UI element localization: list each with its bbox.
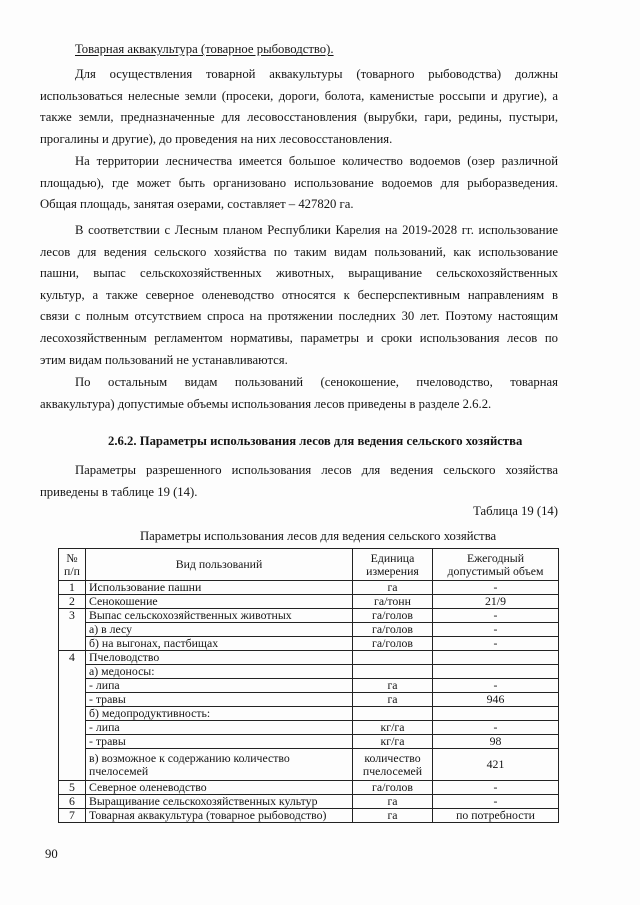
cell-unit: [353, 749, 433, 781]
table-row: [59, 609, 559, 623]
cell-volume: по потребности: [433, 809, 559, 823]
cell-usage-type: Выпас сельскохозяйственных животных: [86, 609, 353, 623]
table-header-row: [59, 549, 559, 581]
table-row: [59, 749, 559, 781]
cell-volume: 946: [433, 693, 559, 707]
paragraph-line: также земли, предназначенные для лесовосстановления (вырубки, гари, редины, пустыри,: [40, 110, 558, 125]
cell-volume: [433, 707, 559, 721]
paragraph-line: Параметры разрешенного использования лесов для ведения сельского хозяйства: [75, 463, 558, 477]
table-intro-paragraph: [40, 460, 558, 503]
cell-number: 2: [59, 595, 86, 609]
table-row: [59, 595, 559, 609]
cell-unit: га: [353, 679, 433, 693]
cell-volume: 21/9: [433, 595, 559, 609]
paragraph-line: Для осуществления товарной аквакультуры (товарного рыбоводства) должны: [75, 67, 558, 81]
table-row: [59, 781, 559, 795]
cell-volume: -: [433, 581, 559, 595]
table-label: Таблица 19 (14): [473, 504, 558, 518]
paragraph-line: пашни, выпас сельскохозяйственных животных, выращивание сельскохозяйственных: [40, 266, 558, 281]
paragraph-line: этим видам пользований не устанавливаются.: [40, 352, 288, 367]
usage-parameters-table: [58, 548, 559, 823]
cell-usage-type: Товарная аквакультура (товарное рыбоводство): [86, 809, 353, 823]
paragraph-line: Общая площадь, занятая озерами, составляет – 427820 га.: [40, 197, 354, 212]
table-row: [59, 795, 559, 809]
cell-volume: -: [433, 637, 559, 651]
paragraph-4: [40, 372, 558, 415]
cell-number: 3: [59, 609, 86, 651]
cell-usage-type: а) медоносы:: [86, 665, 353, 679]
cell-unit: га: [353, 693, 433, 707]
paragraph-1: [40, 64, 558, 150]
paragraph-line: В соответствии с Лесным планом Республики Карелия на 2019-2028 гг. использование: [75, 223, 558, 237]
cell-volume: -: [433, 679, 559, 693]
cell-volume: [433, 651, 559, 665]
table-row: [59, 735, 559, 749]
cell-volume: 421: [433, 749, 559, 781]
cell-unit: [353, 707, 433, 721]
paragraph-line: лесохозяйственным регламентом нормативы, параметры и сроки использования лесов по: [40, 330, 558, 345]
table-row: [59, 693, 559, 707]
header-usage-type: Вид пользований: [86, 549, 353, 581]
cell-unit: га/голов: [353, 781, 433, 795]
cell-volume: -: [433, 609, 559, 623]
cell-usage-type: - травы: [86, 735, 353, 749]
cell-unit: кг/га: [353, 735, 433, 749]
paragraph-2: [40, 151, 558, 216]
table-row: [59, 665, 559, 679]
cell-usage-type: Сенокошение: [86, 595, 353, 609]
cell-number: 5: [59, 781, 86, 795]
cell-usage-type: [86, 749, 353, 781]
paragraph-line: площадью), где может быть организовано использование водоемов для рыборазведения.: [40, 175, 558, 190]
subsection-title: Товарная аквакультура (товарное рыбоводство).: [75, 42, 334, 56]
cell-unit: га: [353, 795, 433, 809]
cell-volume: -: [433, 721, 559, 735]
header-number: [59, 549, 86, 581]
cell-unit: кг/га: [353, 721, 433, 735]
paragraph-line: прогалины и другие), до проведения на них лесовосстановления.: [40, 131, 393, 146]
header-volume-line: допустимый объем: [447, 563, 544, 578]
cell-usage-type: б) на выгонах, пастбищах: [86, 637, 353, 651]
table-row: [59, 679, 559, 693]
cell-usage-type: Выращивание сельскохозяйственных культур: [86, 795, 353, 809]
cell-number: 4: [59, 651, 86, 781]
paragraph-line: аквакультура) допустимые объемы использования лесов приведены в разделе 2.6.2.: [40, 396, 492, 411]
table-row: [59, 707, 559, 721]
cell-usage-type: Использование пашни: [86, 581, 353, 595]
header-volume-line: Ежегодный: [466, 551, 525, 565]
paragraph-line: По остальным видам пользований (сенокошение, пчеловодство, товарная: [75, 375, 558, 389]
table-row: [59, 809, 559, 823]
cell-usage-type-line: пчелосемей: [89, 763, 149, 778]
cell-volume: -: [433, 795, 559, 809]
cell-number: 1: [59, 581, 86, 595]
header-volume: [433, 549, 559, 581]
cell-usage-type: а) в лесу: [86, 623, 353, 637]
cell-usage-type-line: в) возможное к содержанию количество: [89, 751, 290, 765]
cell-unit-line: количество: [364, 751, 421, 765]
cell-unit: га/тонн: [353, 595, 433, 609]
cell-volume: -: [433, 781, 559, 795]
section-heading: 2.6.2. Параметры использования лесов для ведения сельского хозяйства: [108, 434, 523, 448]
cell-unit: га/голов: [353, 623, 433, 637]
paragraph-line: лесов для ведения сельского хозяйства по таким видам пользований, как использование: [40, 244, 558, 259]
table-row: [59, 721, 559, 735]
paragraph-line: культур, а также северное оленеводство относятся к бесперспективным направлениям в: [40, 287, 558, 302]
cell-unit: [353, 665, 433, 679]
cell-unit: га: [353, 809, 433, 823]
cell-volume: -: [433, 623, 559, 637]
header-unit: [353, 549, 433, 581]
header-unit-line: измерения: [366, 563, 419, 578]
paragraph-line: связи с полным отсутствием спроса на протяжении последних 30 лет. Поэтому настоящим: [40, 309, 558, 324]
table-caption: Параметры использования лесов для ведения сельского хозяйства: [140, 529, 497, 543]
page-number: 90: [45, 847, 58, 861]
header-unit-line: Единица: [370, 551, 415, 565]
table-row: [59, 581, 559, 595]
table-row: [59, 637, 559, 651]
paragraph-line: На территории лесничества имеется большое количество водоемов (озер различной: [75, 154, 558, 168]
cell-number: 6: [59, 795, 86, 809]
paragraph-line: приведены в таблице 19 (14).: [40, 484, 198, 499]
cell-usage-type: Пчеловодство: [86, 651, 353, 665]
cell-unit: га/голов: [353, 637, 433, 651]
cell-usage-type: - липа: [86, 721, 353, 735]
cell-unit: га: [353, 581, 433, 595]
cell-usage-type: б) медопродуктивность:: [86, 707, 353, 721]
paragraph-line: использоваться нелесные земли (просеки, дороги, болота, каменистые россыпи и другие), а: [40, 88, 558, 103]
cell-usage-type: Северное оленеводство: [86, 781, 353, 795]
cell-usage-type: - травы: [86, 693, 353, 707]
table-row: [59, 651, 559, 665]
paragraph-3: [40, 220, 558, 371]
cell-volume: 98: [433, 735, 559, 749]
cell-volume: [433, 665, 559, 679]
cell-unit: га/голов: [353, 609, 433, 623]
cell-unit: [353, 651, 433, 665]
table-row: [59, 623, 559, 637]
header-number-line: №: [66, 551, 78, 565]
cell-unit-line: пчелосемей: [362, 763, 423, 778]
header-number-line: п/п: [64, 563, 80, 578]
cell-number: 7: [59, 809, 86, 823]
cell-usage-type: - липа: [86, 679, 353, 693]
